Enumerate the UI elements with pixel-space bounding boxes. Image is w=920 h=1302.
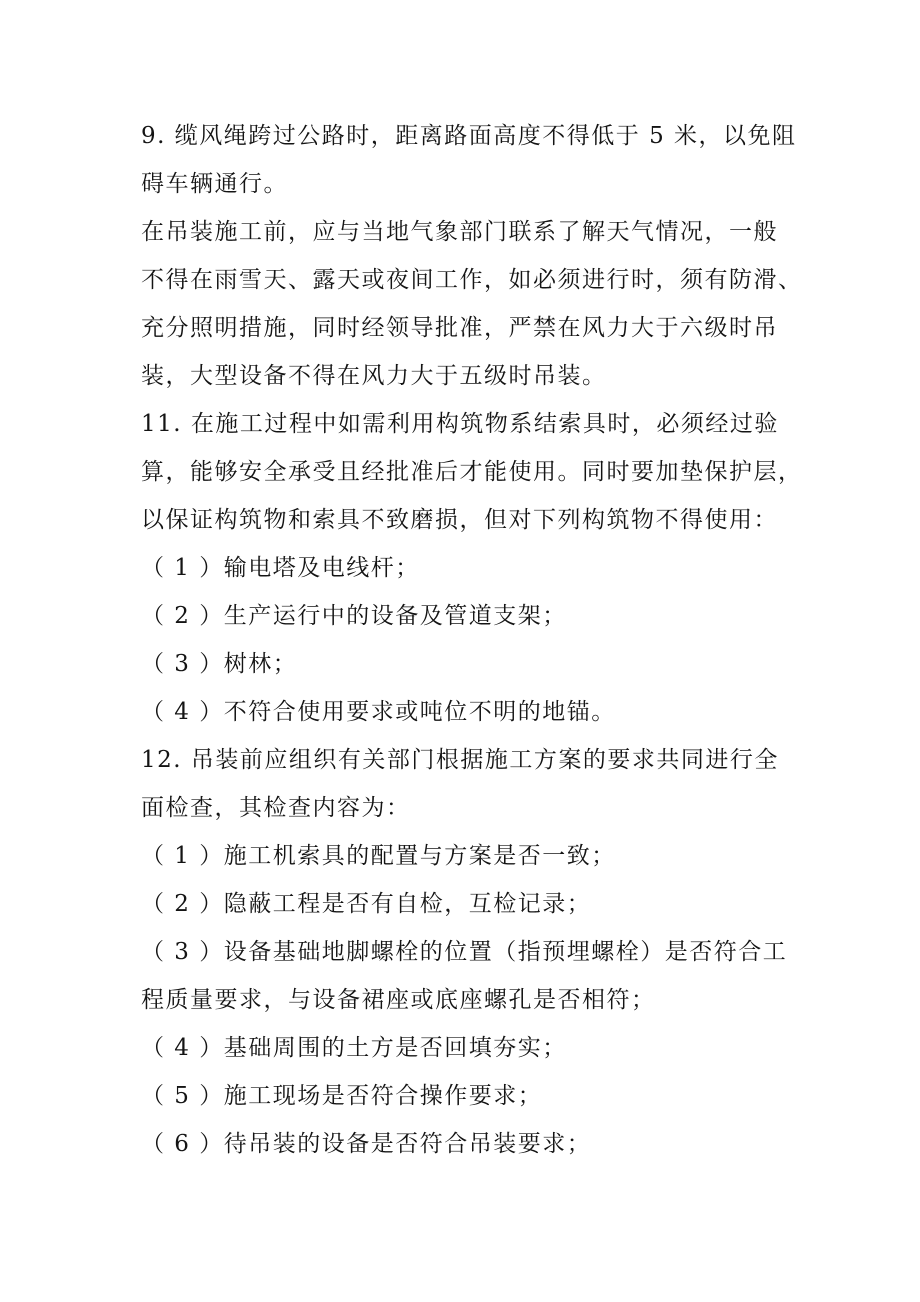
text-line: 12. 吊装前应组织有关部门根据施工方案的要求共同进行全 [141,747,779,773]
text-line: 9. 缆风绳跨过公路时，距离路面高度不得低于 5 米，以免阻 [141,123,797,149]
list-item: （ 3 ）树林； [141,651,298,677]
list-item: （ 2 ）生产运行中的设备及管道支架； [141,603,567,629]
text-line: 碍车辆通行。 [141,171,288,197]
list-item: （ 2 ）隐蔽工程是否有自检，互检记录； [141,891,592,917]
text-line: 11. 在施工过程中如需利用构筑物系结索具时，必须经过验 [141,411,779,437]
list-item: （ 5 ）施工现场是否符合操作要求； [141,1083,543,1109]
list-item: （ 4 ）不符合使用要求或吨位不明的地锚。 [141,699,616,725]
text-line: 程质量要求，与设备裙座或底座螺孔是否相符； [141,987,656,1013]
document-body [141,112,803,1168]
text-line: 以保证构筑物和索具不致磨损，但对下列构筑物不得使用： [141,507,778,533]
list-item: （ 4 ）基础周围的土方是否回填夯实； [141,1035,567,1061]
text-line: 面检查，其检查内容为： [141,795,411,821]
list-item: （ 1 ）输电塔及电线杆； [141,555,420,581]
text-line: 充分照明措施，同时经领导批准，严禁在风力大于六级时吊 [141,315,778,341]
text-line: 算，能够安全承受且经批准后才能使用。同时要加垫保护层， [141,459,803,485]
list-item: （ 6 ）待吊装的设备是否符合吊装要求； [141,1131,592,1157]
list-item: （ 3 ）设备基础地脚螺栓的位置（指预埋螺栓）是否符合工 [141,939,788,965]
text-line: 在吊装施工前，应与当地气象部门联系了解天气情况，一般 [141,219,778,245]
list-item: （ 1 ）施工机索具的配置与方案是否一致； [141,843,616,869]
text-line: 不得在雨雪天、露天或夜间工作，如必须进行时，须有防滑、 [141,267,803,293]
text-line: 装，大型设备不得在风力大于五级时吊装。 [141,363,607,389]
